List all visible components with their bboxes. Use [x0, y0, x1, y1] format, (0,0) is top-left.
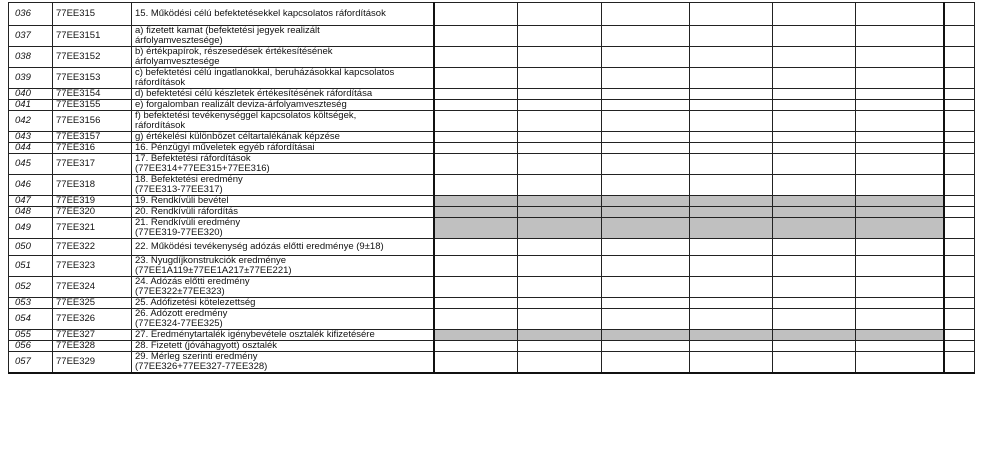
description-line: (77EE322±77EE323): [135, 286, 225, 297]
value-cell[interactable]: [856, 3, 944, 26]
value-cell[interactable]: [602, 26, 690, 47]
value-cell[interactable]: [773, 143, 856, 154]
value-cell[interactable]: [434, 277, 518, 298]
value-cell[interactable]: [434, 154, 518, 175]
row-description: [132, 175, 434, 196]
row-code: 77EE3153: [53, 68, 132, 89]
row-code: 77EE316: [53, 143, 132, 154]
value-cell[interactable]: [434, 239, 518, 256]
value-cell[interactable]: [773, 207, 856, 218]
value-cell[interactable]: [434, 111, 518, 132]
income-statement-table: [8, 2, 975, 374]
row-code: 77EE325: [53, 298, 132, 309]
table-row: [9, 111, 975, 132]
value-cell[interactable]: [690, 298, 773, 309]
row-description: [132, 100, 434, 111]
value-cell[interactable]: [434, 89, 518, 100]
value-cell[interactable]: [944, 100, 975, 111]
value-cell[interactable]: [773, 239, 856, 256]
value-cell[interactable]: [602, 330, 690, 341]
value-cell[interactable]: [944, 154, 975, 175]
value-cell[interactable]: [690, 330, 773, 341]
row-number: 052: [9, 277, 53, 298]
value-cell[interactable]: [602, 298, 690, 309]
value-cell[interactable]: [773, 175, 856, 196]
value-cell[interactable]: [602, 89, 690, 100]
value-cell[interactable]: [434, 352, 518, 374]
value-cell[interactable]: [518, 298, 602, 309]
description-line: 18. Befektetési eredmény: [135, 174, 243, 185]
row-description: [132, 89, 434, 100]
value-cell[interactable]: [690, 26, 773, 47]
value-cell[interactable]: [856, 309, 944, 330]
value-cell[interactable]: [602, 341, 690, 352]
value-cell[interactable]: [856, 111, 944, 132]
description-line: 16. Pénzügyi műveletek egyéb ráfordításai: [135, 142, 315, 153]
value-cell[interactable]: [773, 154, 856, 175]
value-cell[interactable]: [944, 277, 975, 298]
value-cell[interactable]: [944, 309, 975, 330]
row-number: 045: [9, 154, 53, 175]
value-cell[interactable]: [856, 352, 944, 374]
row-description: [132, 47, 434, 68]
value-cell[interactable]: [944, 89, 975, 100]
row-description: [132, 341, 434, 352]
row-number: 054: [9, 309, 53, 330]
value-cell[interactable]: [856, 100, 944, 111]
row-description: [132, 111, 434, 132]
description-line: 22. Működési tevékenység adózás előtti eredménye (9±18): [135, 241, 384, 252]
description-line: d) befektetési célú készletek értékesítésének ráfordítása: [135, 88, 373, 99]
value-cell[interactable]: [773, 330, 856, 341]
value-cell[interactable]: [773, 256, 856, 277]
value-cell[interactable]: [518, 239, 602, 256]
value-cell[interactable]: [690, 239, 773, 256]
value-cell[interactable]: [518, 175, 602, 196]
value-cell[interactable]: [518, 330, 602, 341]
value-cell[interactable]: [602, 3, 690, 26]
value-cell[interactable]: [944, 352, 975, 374]
row-number: 049: [9, 218, 53, 239]
value-cell[interactable]: [690, 89, 773, 100]
row-code: 77EE322: [53, 239, 132, 256]
value-cell[interactable]: [690, 143, 773, 154]
table-row: [9, 3, 975, 26]
value-cell[interactable]: [434, 100, 518, 111]
description-line: 19. Rendkívüli bevétel: [135, 195, 229, 206]
value-cell[interactable]: [690, 68, 773, 89]
row-description: [132, 298, 434, 309]
value-cell[interactable]: [602, 309, 690, 330]
value-cell[interactable]: [602, 352, 690, 374]
value-cell[interactable]: [773, 277, 856, 298]
description-line: (77EE324-77EE325): [135, 318, 223, 329]
value-cell[interactable]: [602, 68, 690, 89]
value-cell[interactable]: [434, 298, 518, 309]
description-line: b) értékpapírok, részesedések értékesítésének: [135, 46, 333, 57]
table-row: [9, 277, 975, 298]
value-cell[interactable]: [518, 100, 602, 111]
value-cell[interactable]: [773, 3, 856, 26]
value-cell[interactable]: [856, 298, 944, 309]
value-cell[interactable]: [690, 175, 773, 196]
description-line: 17. Befektetési ráfordítások: [135, 153, 251, 164]
description-line: 20. Rendkívüli ráfordítás: [135, 206, 238, 217]
description-line: 25. Adófizetési kötelezettség: [135, 297, 256, 308]
value-cell[interactable]: [944, 207, 975, 218]
value-cell[interactable]: [518, 26, 602, 47]
description-line: árfolyamvesztesége: [135, 56, 220, 67]
value-cell[interactable]: [944, 3, 975, 26]
value-cell[interactable]: [518, 47, 602, 68]
table-row: [9, 207, 975, 218]
value-cell[interactable]: [602, 218, 690, 239]
table-row: [9, 330, 975, 341]
value-cell[interactable]: [944, 143, 975, 154]
row-code: 77EE315: [53, 3, 132, 26]
value-cell[interactable]: [690, 341, 773, 352]
table-row: [9, 341, 975, 352]
row-code: 77EE329: [53, 352, 132, 374]
row-code: 77EE318: [53, 175, 132, 196]
description-line: ráfordítások: [135, 120, 186, 131]
value-cell[interactable]: [690, 47, 773, 68]
table-row: [9, 218, 975, 239]
row-description: [132, 277, 434, 298]
value-cell[interactable]: [434, 256, 518, 277]
value-cell[interactable]: [856, 330, 944, 341]
row-description: [132, 68, 434, 89]
value-cell[interactable]: [773, 100, 856, 111]
description-line: (77EE313-77EE317): [135, 184, 223, 195]
row-number: 046: [9, 175, 53, 196]
value-cell[interactable]: [690, 154, 773, 175]
row-code: 77EE3152: [53, 47, 132, 68]
value-cell[interactable]: [856, 218, 944, 239]
value-cell[interactable]: [434, 47, 518, 68]
table-row: [9, 196, 975, 207]
value-cell[interactable]: [690, 218, 773, 239]
value-cell[interactable]: [518, 352, 602, 374]
value-cell[interactable]: [773, 26, 856, 47]
value-cell[interactable]: [856, 196, 944, 207]
row-number: 047: [9, 196, 53, 207]
value-cell[interactable]: [602, 256, 690, 277]
value-cell[interactable]: [434, 175, 518, 196]
description-line: f) befektetési tevékenységgel kapcsolatos költségek,: [135, 110, 357, 121]
value-cell[interactable]: [690, 256, 773, 277]
value-cell[interactable]: [434, 330, 518, 341]
value-cell[interactable]: [518, 256, 602, 277]
value-cell[interactable]: [518, 207, 602, 218]
table-row: [9, 239, 975, 256]
value-cell[interactable]: [690, 277, 773, 298]
description-line: g) értékelési különbözet céltartalékának képzése: [135, 131, 340, 142]
value-cell[interactable]: [944, 330, 975, 341]
row-description: [132, 26, 434, 47]
description-line: (77EE319-77EE320): [135, 227, 223, 238]
row-number: 050: [9, 239, 53, 256]
description-line: e) forgalomban realizált deviza-árfolyamveszteség: [135, 99, 347, 110]
row-code: 77EE3157: [53, 132, 132, 143]
row-number: 056: [9, 341, 53, 352]
value-cell[interactable]: [856, 47, 944, 68]
value-cell[interactable]: [856, 26, 944, 47]
value-cell[interactable]: [773, 111, 856, 132]
value-cell[interactable]: [856, 207, 944, 218]
table-row: [9, 68, 975, 89]
row-description: [132, 239, 434, 256]
description-line: 28. Fizetett (jóváhagyott) osztalék: [135, 340, 278, 351]
description-line: c) befektetési célú ingatlanokkal, beruházásokkal kapcsolatos: [135, 67, 395, 78]
value-cell[interactable]: [602, 239, 690, 256]
value-cell[interactable]: [773, 341, 856, 352]
row-code: 77EE323: [53, 256, 132, 277]
row-code: 77EE319: [53, 196, 132, 207]
row-number: 044: [9, 143, 53, 154]
value-cell[interactable]: [518, 309, 602, 330]
value-cell[interactable]: [856, 256, 944, 277]
value-cell[interactable]: [434, 68, 518, 89]
value-cell[interactable]: [434, 196, 518, 207]
row-description: [132, 207, 434, 218]
value-cell[interactable]: [518, 218, 602, 239]
row-code: 77EE328: [53, 341, 132, 352]
value-cell[interactable]: [434, 3, 518, 26]
table-row: [9, 298, 975, 309]
row-number: 043: [9, 132, 53, 143]
description-line: 26. Adózott eredmény: [135, 308, 228, 319]
value-cell[interactable]: [602, 47, 690, 68]
row-number: 053: [9, 298, 53, 309]
table-row: [9, 352, 975, 374]
table-row: [9, 47, 975, 68]
row-code: 77EE3151: [53, 26, 132, 47]
row-number: 041: [9, 100, 53, 111]
row-number: 051: [9, 256, 53, 277]
value-cell[interactable]: [773, 352, 856, 374]
value-cell[interactable]: [602, 132, 690, 143]
value-cell[interactable]: [518, 89, 602, 100]
value-cell[interactable]: [602, 196, 690, 207]
value-cell[interactable]: [944, 26, 975, 47]
value-cell[interactable]: [518, 111, 602, 132]
value-cell[interactable]: [434, 218, 518, 239]
value-cell[interactable]: [856, 143, 944, 154]
description-line: 23. Nyugdíjkonstrukciók eredménye: [135, 255, 287, 266]
value-cell[interactable]: [690, 132, 773, 143]
row-number: 036: [9, 3, 53, 26]
description-line: ráfordítások: [135, 77, 186, 88]
value-cell[interactable]: [518, 132, 602, 143]
value-cell[interactable]: [944, 47, 975, 68]
value-cell[interactable]: [434, 341, 518, 352]
value-cell[interactable]: [773, 309, 856, 330]
value-cell[interactable]: [773, 132, 856, 143]
value-cell[interactable]: [944, 298, 975, 309]
row-number: 057: [9, 352, 53, 374]
table-row: [9, 89, 975, 100]
value-cell[interactable]: [434, 143, 518, 154]
value-cell[interactable]: [518, 143, 602, 154]
value-cell[interactable]: [773, 196, 856, 207]
value-cell[interactable]: [773, 47, 856, 68]
value-cell[interactable]: [944, 239, 975, 256]
description-line: (77EE314+77EE315+77EE316): [135, 163, 270, 174]
row-code: 77EE326: [53, 309, 132, 330]
row-description: [132, 256, 434, 277]
value-cell[interactable]: [944, 111, 975, 132]
value-cell[interactable]: [944, 218, 975, 239]
row-description: [132, 218, 434, 239]
value-cell[interactable]: [434, 26, 518, 47]
value-cell[interactable]: [434, 207, 518, 218]
value-cell[interactable]: [690, 309, 773, 330]
row-code: 77EE317: [53, 154, 132, 175]
description-line: a) fizetett kamat (befektetési jegyek realizált: [135, 25, 320, 36]
value-cell[interactable]: [856, 68, 944, 89]
row-number: 039: [9, 68, 53, 89]
value-cell[interactable]: [944, 341, 975, 352]
value-cell[interactable]: [856, 89, 944, 100]
value-cell[interactable]: [434, 132, 518, 143]
value-cell[interactable]: [944, 68, 975, 89]
value-cell[interactable]: [602, 207, 690, 218]
value-cell[interactable]: [856, 341, 944, 352]
value-cell[interactable]: [602, 143, 690, 154]
value-cell[interactable]: [690, 100, 773, 111]
row-number: 048: [9, 207, 53, 218]
row-description: [132, 3, 434, 26]
value-cell[interactable]: [518, 68, 602, 89]
row-description: [132, 154, 434, 175]
table-row: [9, 309, 975, 330]
description-line: 21. Rendkívüli eredmény: [135, 217, 241, 228]
table-row: [9, 143, 975, 154]
value-cell[interactable]: [773, 68, 856, 89]
row-code: 77EE321: [53, 218, 132, 239]
value-cell[interactable]: [602, 111, 690, 132]
row-code: 77EE3154: [53, 89, 132, 100]
table-body: [9, 3, 975, 374]
value-cell[interactable]: [602, 175, 690, 196]
row-number: 040: [9, 89, 53, 100]
value-cell[interactable]: [944, 256, 975, 277]
table-row: [9, 132, 975, 143]
row-description: [132, 132, 434, 143]
table-row: [9, 175, 975, 196]
table-row: [9, 100, 975, 111]
row-description: [132, 309, 434, 330]
description-line: (77EE1A119±77EE1A217±77EE221): [135, 265, 292, 276]
value-cell[interactable]: [602, 100, 690, 111]
value-cell[interactable]: [773, 218, 856, 239]
value-cell[interactable]: [690, 352, 773, 374]
value-cell[interactable]: [690, 207, 773, 218]
row-code: 77EE324: [53, 277, 132, 298]
value-cell[interactable]: [856, 132, 944, 143]
row-number: 042: [9, 111, 53, 132]
value-cell[interactable]: [434, 309, 518, 330]
description-line: (77EE326+77EE327-77EE328): [135, 361, 268, 372]
value-cell[interactable]: [690, 111, 773, 132]
value-cell[interactable]: [518, 154, 602, 175]
value-cell[interactable]: [856, 154, 944, 175]
value-cell[interactable]: [518, 3, 602, 26]
row-code: 77EE320: [53, 207, 132, 218]
value-cell[interactable]: [602, 154, 690, 175]
value-cell[interactable]: [773, 298, 856, 309]
value-cell[interactable]: [518, 341, 602, 352]
value-cell[interactable]: [856, 277, 944, 298]
table-row: [9, 26, 975, 47]
value-cell[interactable]: [856, 175, 944, 196]
description-line: árfolyamvesztesége): [135, 35, 223, 46]
row-description: [132, 196, 434, 207]
table-row: [9, 256, 975, 277]
description-line: 24. Adózás előtti eredmény: [135, 276, 250, 287]
row-description: [132, 330, 434, 341]
value-cell[interactable]: [856, 239, 944, 256]
description-line: 27. Eredménytartalék igénybevétele osztalék kifizetésére: [135, 329, 375, 340]
value-cell[interactable]: [944, 132, 975, 143]
description-line: 29. Mérleg szerinti eredmény: [135, 351, 258, 362]
value-cell[interactable]: [518, 196, 602, 207]
row-number: 038: [9, 47, 53, 68]
description-line: 15. Működési célú befektetésekkel kapcsolatos ráfordítások: [135, 8, 386, 19]
value-cell[interactable]: [602, 277, 690, 298]
value-cell[interactable]: [690, 196, 773, 207]
table-row: [9, 154, 975, 175]
value-cell[interactable]: [518, 277, 602, 298]
row-number: 055: [9, 330, 53, 341]
row-code: 77EE327: [53, 330, 132, 341]
row-code: 77EE3155: [53, 100, 132, 111]
row-description: [132, 352, 434, 374]
value-cell[interactable]: [944, 175, 975, 196]
row-description: [132, 143, 434, 154]
value-cell[interactable]: [773, 89, 856, 100]
value-cell[interactable]: [690, 3, 773, 26]
row-code: 77EE3156: [53, 111, 132, 132]
value-cell[interactable]: [944, 196, 975, 207]
row-number: 037: [9, 26, 53, 47]
